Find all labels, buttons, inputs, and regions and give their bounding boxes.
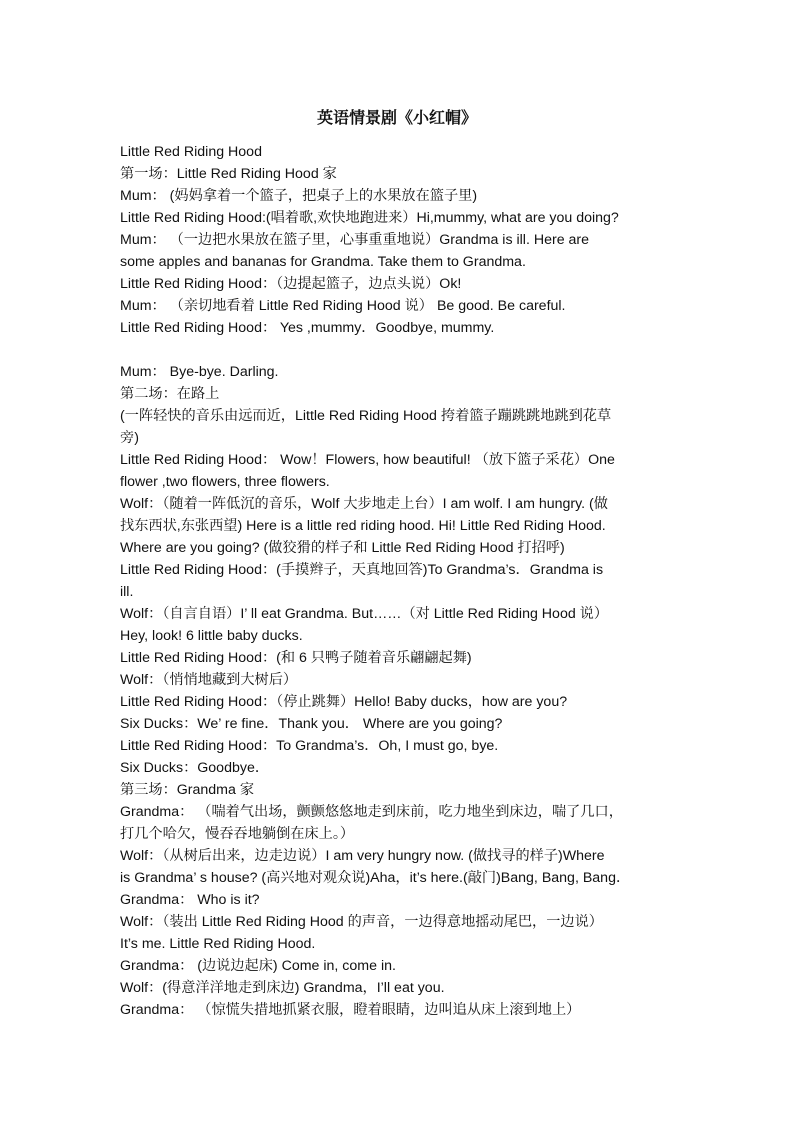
script-line: Mum： (妈妈拿着一个篮子，把桌子上的水果放在篮子里) [120, 188, 478, 204]
script-line: Little Red Riding Hood：To Grandma’s．Oh, I must go, bye. [120, 738, 499, 754]
script-line: 找东西状,东张西望) Here is a little red riding hood. Hi! Little Red Riding Hood. [120, 518, 606, 534]
script-line: Little Red Riding Hood：（停止跳舞）Hello! Baby ducks，how are you? [120, 694, 568, 710]
script-line: Wolf：（装出 Little Red Riding Hood 的声音，一边得意地摇动尾巴，一边说） [120, 914, 603, 930]
script-line: Little Red Riding Hood： Yes ,mummy．Goodbye, mummy. [120, 320, 495, 336]
script-line: 第二场：在路上 [120, 386, 220, 402]
script-line: Mum： （一边把水果放在篮子里，心事重重地说）Grandma is ill. Here are [120, 232, 590, 248]
document-title: 英语情景剧《小红帽》 [316, 108, 477, 127]
script-line: ill. [120, 584, 134, 600]
script-line: Grandma： Who is it? [120, 892, 260, 908]
script-line: Wolf：（自言自语）I’ ll eat Grandma. But……（对 Little Red Riding Hood 说） [120, 606, 609, 622]
script-line: Little Red Riding Hood： Wow！Flowers, how beautiful! （放下篮子采花）One [120, 452, 615, 468]
script-line: Wolf：(得意洋洋地走到床边) Grandma，I’ll eat you. [120, 980, 445, 996]
script-line: Wolf：（从树后出来，边走边说）I am very hungry now. (做找寻的样子)Where [120, 848, 605, 864]
script-line: Grandma： （惊慌失措地抓紧衣服，瞪着眼睛，边叫追从床上滚到地上） [120, 1002, 581, 1018]
script-line: It’s me. Little Red Riding Hood. [120, 936, 316, 952]
script-line: some apples and bananas for Grandma. Take them to Grandma. [120, 254, 526, 270]
script-line: Six Ducks：We’ re fine．Thank you． Where are you going? [120, 716, 503, 732]
blank-line [120, 339, 688, 361]
script-line: Mum： Bye-bye. Darling. [120, 364, 279, 380]
script-line: flower ,two flowers, three flowers. [120, 474, 330, 490]
script-line: Grandma： （喘着气出场，颤颤悠悠地走到床前，吃力地坐到床边，喘了几口， [120, 804, 623, 820]
script-line: Hey, look! 6 little baby ducks. [120, 628, 303, 644]
script-line: Mum： （亲切地看着 Little Red Riding Hood 说） Be good. Be careful. [120, 298, 566, 314]
script-line: Where are you going? (做狡猾的样子和 Little Red Riding Hood 打招呼) [120, 540, 565, 556]
script-line: 打几个哈欠，慢吞吞地躺倒在床上。） [120, 826, 355, 842]
script-line: Little Red Riding Hood [120, 144, 262, 160]
script-line: is Grandma’ s house? (高兴地对观众说)Aha，it’s here.(敲门)Bang, Bang, Bang． [120, 870, 631, 886]
script-line: 第一场：Little Red Riding Hood 家 [120, 166, 337, 182]
script-line: Wolf：（悄悄地藏到大树后） [120, 672, 298, 688]
script-line: Little Red Riding Hood:(唱着歌,欢快地跑进来）Hi,mummy, what are you doing? [120, 210, 619, 226]
script-line: Little Red Riding Hood：(手摸辫子，天真地回答)To Grandma’s．Grandma is [120, 562, 604, 578]
script-line: Wolf：（随着一阵低沉的音乐，Wolf 大步地走上台）I am wolf. I am hungry. (做 [120, 496, 608, 512]
script-line: Grandma： (边说边起床) Come in, come in. [120, 958, 396, 974]
script-body [120, 141, 688, 1021]
script-line: Little Red Riding Hood：（边提起篮子，边点头说）Ok! [120, 276, 462, 292]
script-line: Little Red Riding Hood：(和 6 只鸭子随着音乐翩翩起舞) [120, 650, 472, 666]
script-line: 旁) [120, 430, 139, 446]
script-line: Six Ducks：Goodbye． [120, 760, 270, 776]
script-line: 第三场：Grandma 家 [120, 782, 255, 798]
script-line: (一阵轻快的音乐由远而近，Little Red Riding Hood 挎着篮子蹦跳跳地跳到花草 [120, 408, 612, 424]
